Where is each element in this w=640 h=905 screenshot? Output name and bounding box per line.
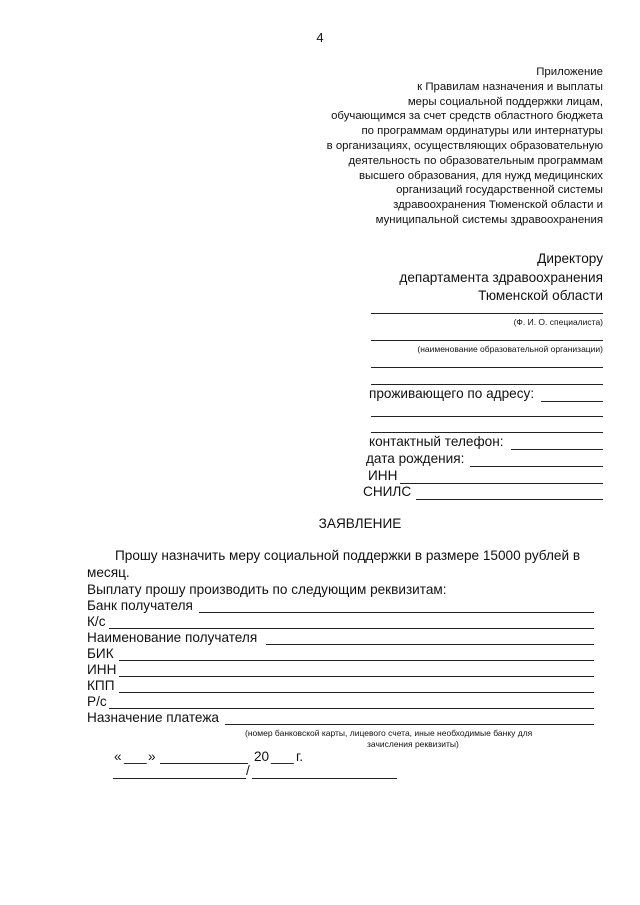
addressee-line: Тюменской области [478, 288, 603, 303]
bik-field[interactable] [119, 660, 594, 661]
appendix-line: меры социальной поддержки лицам, [407, 95, 603, 108]
signature-field[interactable] [113, 778, 246, 779]
bank-field[interactable] [199, 612, 594, 613]
signature-name-field[interactable] [252, 778, 397, 779]
birth-date-field[interactable] [470, 466, 603, 467]
recipient-field[interactable] [266, 644, 594, 645]
address-label: проживающего по адресу: [369, 386, 535, 401]
bank-label: Банк получателя [87, 598, 193, 613]
date-close-quote: » [148, 749, 156, 764]
date-year-prefix: 20 [254, 749, 270, 764]
request-text-line-2: месяц. [87, 565, 130, 580]
appendix-line: в организациях, осуществляющих образовательную [326, 139, 603, 152]
snils-field[interactable] [416, 499, 603, 500]
fio-field[interactable] [371, 313, 603, 314]
request-text-line-1: Прошу назначить меру социальной поддержки в размере 15000 рублей в [115, 548, 581, 563]
phone-field[interactable] [511, 449, 603, 450]
appendix-line: Приложение [536, 66, 603, 78]
kpp-label: КПП [87, 678, 115, 693]
purpose-caption-line-1: (номер банковской карты, лицевого счета, иные необходимые банку для [245, 728, 533, 738]
purpose-caption-line-2: зачисления реквизиты) [367, 739, 459, 749]
rs-label: Р/с [87, 694, 107, 709]
address-field-line-3[interactable] [371, 432, 603, 433]
date-day-blank[interactable]: ___ [124, 749, 147, 764]
appendix-line: обучающимся за счет средств областного бюджета [331, 110, 603, 123]
ks-label: К/с [87, 614, 106, 629]
snils-label: СНИЛС [363, 484, 412, 499]
request-text-line-3: Выплату прошу производить по следующим реквизитам: [87, 582, 447, 597]
date-year-blank[interactable]: ___ [271, 749, 294, 764]
page-number: 4 [316, 30, 324, 45]
fio-caption: (Ф. И. О. специалиста) [513, 317, 603, 327]
applicant-inn-label: ИНН [368, 468, 398, 483]
purpose-field[interactable] [225, 724, 594, 725]
address-field-line-2[interactable] [371, 416, 603, 417]
appendix-line: высшего образования, для нужд медицинских [358, 169, 603, 182]
bik-label: БИК [87, 646, 114, 661]
appendix-line: муниципальной системы здравоохранения [375, 213, 603, 226]
appendix-header [327, 65, 603, 228]
date-month-field[interactable] [160, 763, 248, 764]
applicant-inn-field[interactable] [400, 483, 603, 484]
address-field[interactable] [541, 401, 603, 402]
document-title: ЗАЯВЛЕНИЕ [318, 516, 402, 531]
date-open-quote: « [114, 749, 122, 764]
kpp-field[interactable] [119, 692, 594, 693]
appendix-line: деятельность по образовательным программам [348, 154, 603, 167]
inn-label: ИНН [87, 662, 117, 677]
ks-field[interactable] [109, 628, 594, 629]
appendix-line: к Правилам назначения и выплаты [417, 80, 603, 93]
inn-field[interactable] [119, 676, 594, 677]
recipient-label: Наименование получателя [87, 630, 258, 645]
phone-label: контактный телефон: [369, 434, 504, 449]
addressee-line: Директору [537, 251, 603, 266]
date-year-suffix: г. [296, 749, 304, 764]
organization-caption: (наименование образовательной организации) [417, 344, 603, 354]
appendix-line: по программам ординатуры или интернатуры [361, 125, 603, 138]
rs-field[interactable] [109, 708, 594, 709]
organization-field[interactable] [371, 340, 603, 341]
purpose-label: Назначение платежа [87, 710, 219, 725]
birth-date-label: дата рождения: [366, 451, 465, 466]
organization-field-line-3[interactable] [371, 384, 603, 385]
addressee-line: департамента здравоохранения [399, 269, 603, 285]
appendix-line: здравоохранения Тюменской области и [393, 199, 603, 212]
appendix-line: организаций государственной системы [396, 184, 603, 197]
organization-field-line-2[interactable] [371, 367, 603, 368]
signature-slash: / [246, 763, 250, 778]
addressee-block [399, 250, 603, 306]
